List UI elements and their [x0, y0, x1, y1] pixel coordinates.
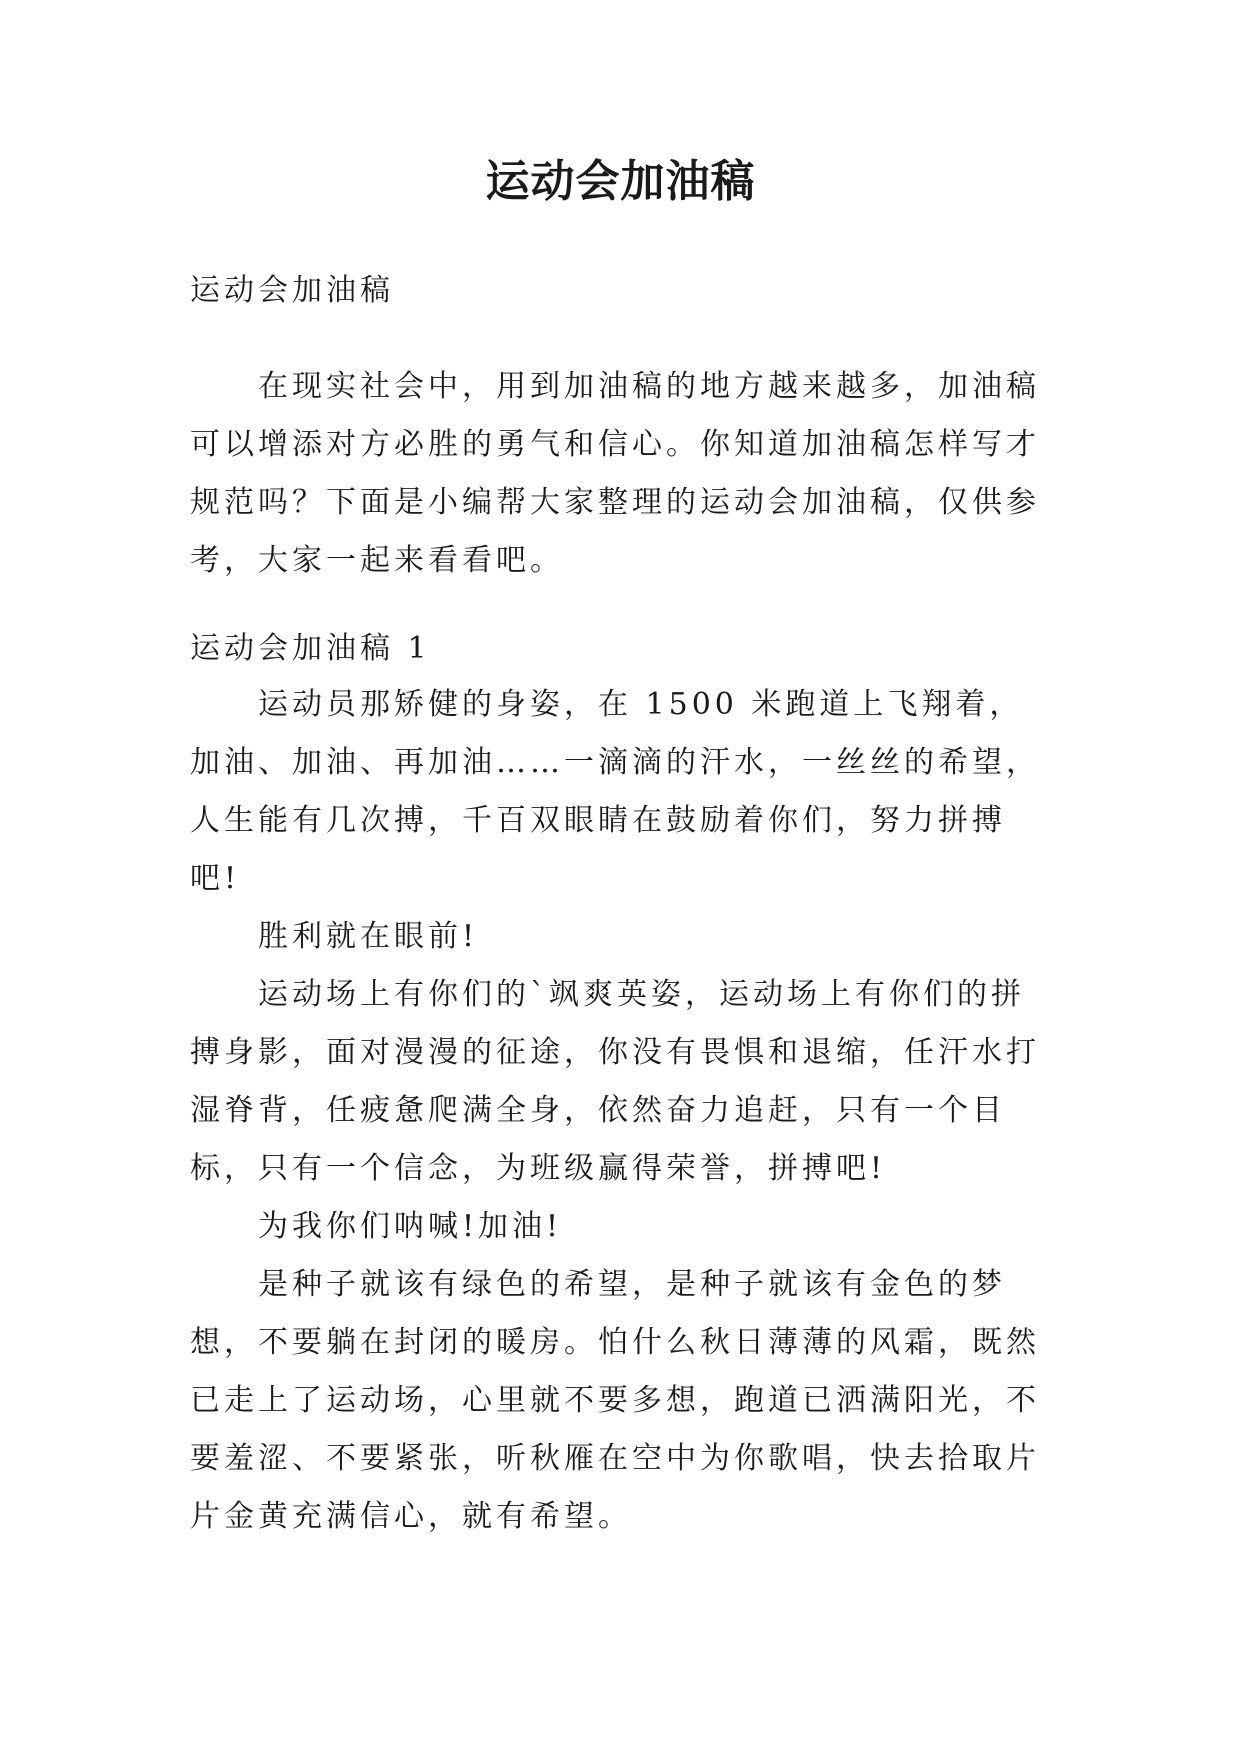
document-title: 运动会加油稿 [485, 156, 756, 207]
section-1-paragraph-1: 运动员那矫健的身姿，在 1500 米跑道上飞翔着，加油、加油、再加油……一滴滴的汗水，一丝丝的希望，人生能有几次搏，千百双眼睛在鼓励着你们，努力拼搏吧! [190, 687, 1040, 896]
section-1-paragraph-5: 是种子就该有绿色的希望，是种子就该有金色的梦想，不要躺在封闭的暖房。怕什么秋日薄薄的风霜，既然已走上了运动场，心里就不要多想，跑道已洒满阳光，不要羞涩、不要紧张，听秋雁在空中为你歌唱，快去拾取片片金黄充满信心，就有希望。 [190, 1267, 1040, 1534]
document-subtitle: 运动会加油稿 [190, 273, 394, 308]
section-1-heading: 运动会加油稿 1 [190, 631, 431, 666]
intro-paragraph: 在现实社会中，用到加油稿的地方越来越多，加油稿可以增添对方必胜的勇气和信心。你知道加油稿怎样写才规范吗？下面是小编帮大家整理的运动会加油稿，仅供参考，大家一起来看看吧。 [190, 369, 1040, 578]
section-1-paragraph-4: 为我你们呐喊!加油! [258, 1209, 563, 1244]
section-1-body [190, 676, 1050, 1546]
section-1-paragraph-2: 胜利就在眼前! [258, 919, 479, 954]
section-1-paragraph-3: 运动场上有你们的`飒爽英姿，运动场上有你们的拼搏身影，面对漫漫的征途，你没有畏惧和退缩，任汗水打湿脊背，任疲惫爬满全身，依然奋力追赶，只有一个目标，只有一个信念，为班级赢得荣誉，拼搏吧! [190, 977, 1040, 1186]
